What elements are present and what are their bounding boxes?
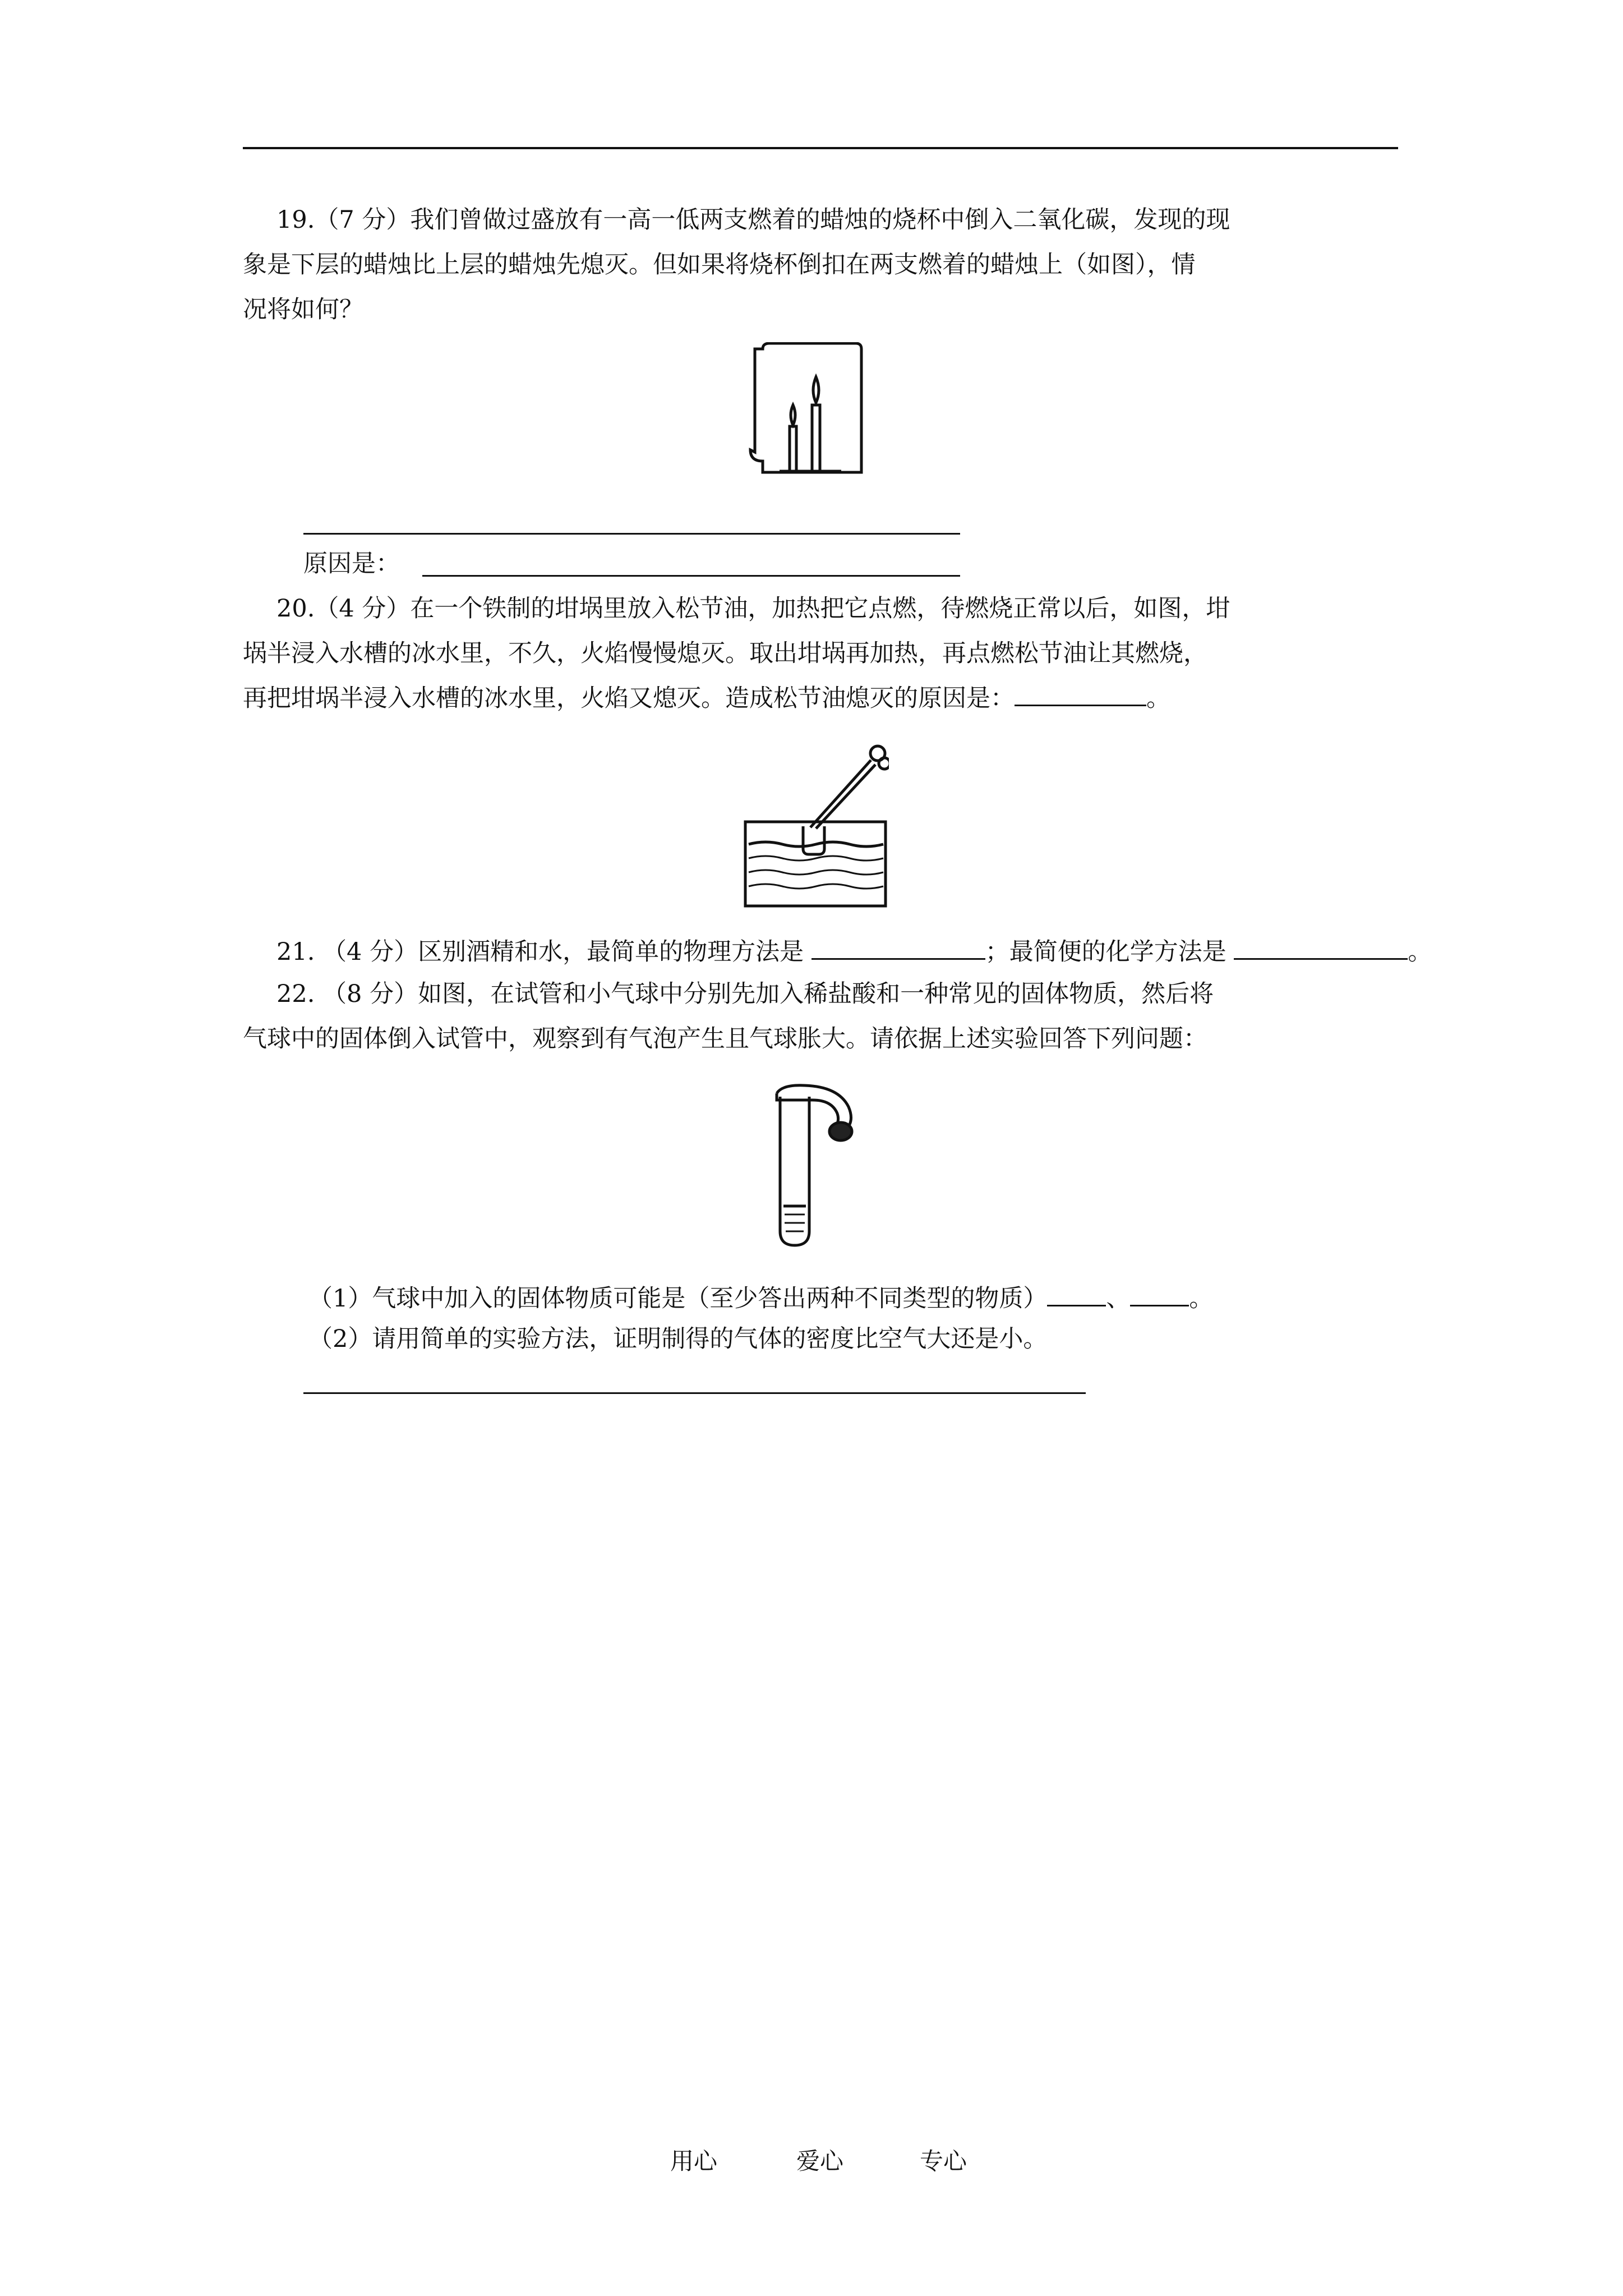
- inverted-beaker-candles-figure: [746, 342, 869, 482]
- q21-physical-method-blank[interactable]: [811, 958, 985, 960]
- q22-sub1-separator: 、: [1106, 1285, 1131, 1313]
- q22-line-2: 气球中的固体倒入试管中，观察到有气泡产生且气球胀大。请依据上述实验回答下列问题：: [243, 1025, 1207, 1053]
- q22-sub2-answer-blank[interactable]: [303, 1392, 1086, 1394]
- q21-line: [276, 935, 1432, 969]
- q22-sub1-blank-1[interactable]: [1047, 1304, 1106, 1306]
- footer-word-2: 爱心: [796, 2147, 844, 2175]
- header-rule: [243, 147, 1398, 149]
- q22-sub1-text: （1）气球中加入的固体物质可能是（至少答出两种不同类型的物质）: [308, 1285, 1048, 1313]
- q21-chemical-method-blank[interactable]: [1234, 958, 1408, 960]
- q22-line-1: 22. （8 分）如图，在试管和小气球中分别先加入稀盐酸和一种常见的固体物质，然后将: [276, 980, 1214, 1008]
- test-tube-balloon-figure: [771, 1080, 869, 1248]
- q22-sub1-blank-2[interactable]: [1130, 1304, 1189, 1306]
- q20-line-3-end: 。: [1146, 684, 1170, 712]
- q21-text-b: ；最简便的化学方法是: [985, 938, 1234, 966]
- q19-reason-blank[interactable]: [422, 575, 960, 577]
- q20-answer-blank[interactable]: [1015, 704, 1146, 706]
- q21-text-a: 21. （4 分）区别酒精和水，最简单的物理方法是: [276, 938, 811, 966]
- crucible-water-trough-figure: [743, 743, 889, 912]
- q20-line-3-text: 再把坩埚半浸入水槽的冰水里，火焰又熄灭。造成松节油熄灭的原因是：: [243, 684, 1015, 712]
- q22-sub1-end: 。: [1189, 1285, 1214, 1313]
- footer-word-1: 用心: [670, 2147, 718, 2175]
- q19-reason-label: 原因是：: [303, 550, 400, 578]
- q19-line-3: 况将如何？: [243, 296, 363, 324]
- q19-line-1: 19.（7 分）我们曾做过盛放有一高一低两支燃着的蜡烛的烧杯中倒入二氧化碳，发现的现: [276, 206, 1230, 234]
- q20-line-1: 20.（4 分）在一个铁制的坩埚里放入松节油，加热把它点燃，待燃烧正常以后，如图，坩: [276, 595, 1230, 623]
- q21-text-end: 。: [1408, 938, 1432, 966]
- q20-line-2: 埚半浸入水槽的冰水里，不久，火焰慢慢熄灭。取出坩埚再加热，再点燃松节油让其燃烧，: [243, 639, 1207, 668]
- q22-sub1: [308, 1282, 1213, 1315]
- q19-line-2: 象是下层的蜡烛比上层的蜡烛先熄灭。但如果将烧杯倒扣在两支燃着的蜡烛上（如图），情: [243, 251, 1196, 279]
- footer-word-3: 专心: [920, 2147, 967, 2175]
- q20-line-3: [243, 682, 1170, 715]
- q19-answer-blank[interactable]: [303, 533, 960, 535]
- q22-sub2: （2）请用简单的实验方法，证明制得的气体的密度比空气大还是小。: [308, 1325, 1048, 1353]
